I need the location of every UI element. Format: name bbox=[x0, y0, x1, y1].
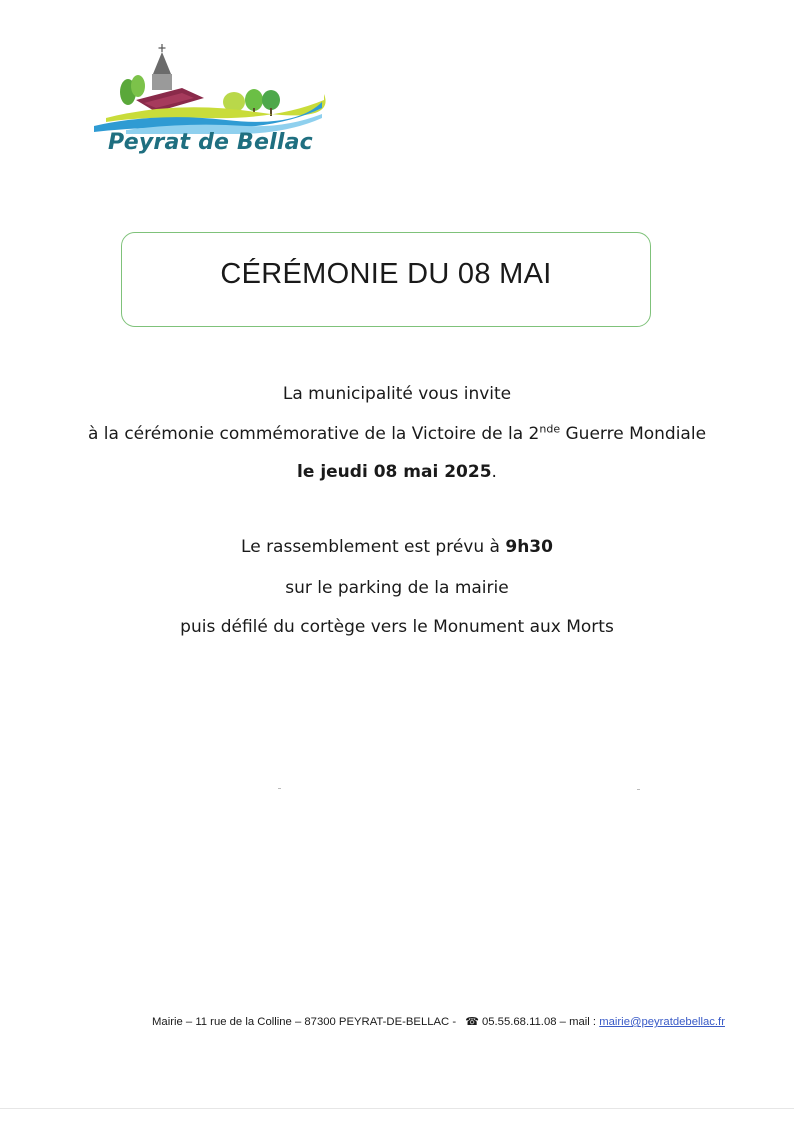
invitation-line-2 bbox=[0, 424, 794, 444]
ordinal-superscript: nde bbox=[539, 422, 561, 436]
phone-icon: ☎ bbox=[465, 1016, 479, 1028]
gathering-line-2: sur le parking de la mairie bbox=[285, 578, 509, 598]
scan-edge-line bbox=[0, 1108, 794, 1109]
logo-text: Peyrat de Bellac bbox=[108, 130, 313, 155]
gathering-time: 9h30 bbox=[505, 537, 553, 557]
invitation-line-1: La municipalité vous invite bbox=[282, 384, 512, 404]
footer-contact bbox=[152, 1015, 725, 1028]
footer-address: Mairie – 11 rue de la Colline – 87300 PEYRAT-DE-BELLAC - bbox=[152, 1016, 457, 1028]
event-date-period: . bbox=[491, 462, 497, 482]
email-link[interactable]: mairie@peyratdebellac.fr bbox=[599, 1016, 725, 1028]
event-date-bold: le jeudi 08 mai 2025 bbox=[297, 462, 492, 482]
footer-mail-label: – mail : bbox=[556, 1016, 600, 1028]
page-title: CÉRÉMONIE DU 08 MAI bbox=[220, 258, 552, 290]
footer-phone: 05.55.68.11.08 bbox=[481, 1016, 557, 1028]
logo-landscape-icon bbox=[86, 40, 336, 140]
gathering-line-1 bbox=[0, 537, 794, 557]
scan-speck bbox=[278, 788, 281, 789]
invitation-line-2-end: Guerre Mondiale bbox=[560, 424, 707, 444]
invitation-line-2-start: à la cérémonie commémorative de la Victoire de la 2 bbox=[87, 424, 540, 444]
gathering-text: Le rassemblement est prévu à bbox=[241, 537, 506, 557]
event-date bbox=[0, 462, 794, 482]
gathering-line-3: puis défilé du cortège vers le Monument aux Morts bbox=[180, 617, 614, 637]
title-box bbox=[121, 232, 651, 327]
scan-speck bbox=[637, 789, 640, 790]
municipality-logo bbox=[86, 40, 336, 170]
